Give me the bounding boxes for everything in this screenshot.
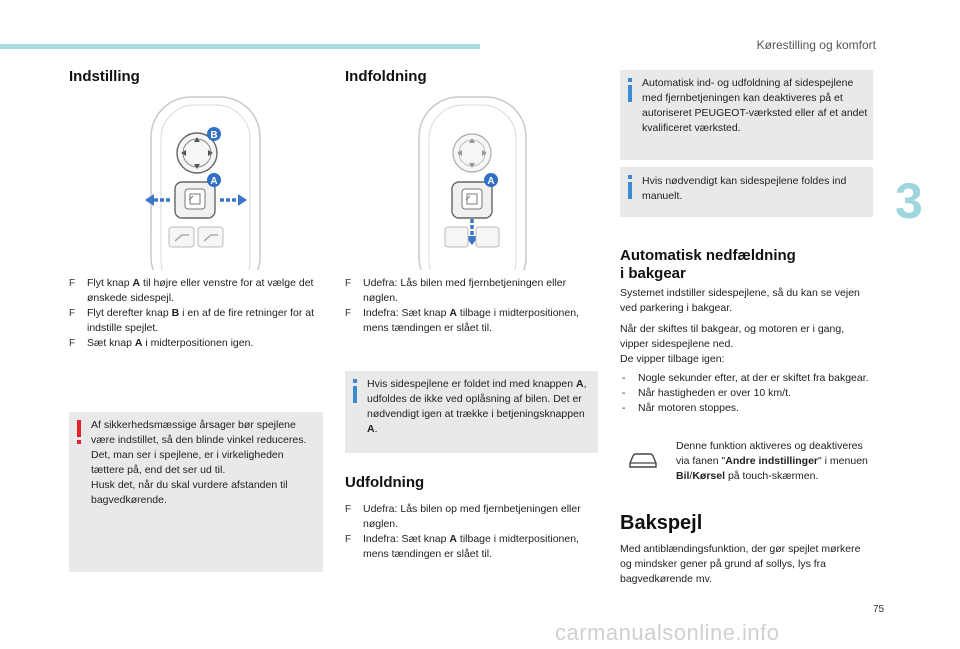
label-B: B xyxy=(210,130,218,141)
warning-text-3: Husk det, når du skal vurdere afstanden til bagvedkørende. xyxy=(91,479,288,506)
section-heading-indfoldning: Indfoldning xyxy=(345,68,427,85)
section-heading-bakspejl: Bakspejl xyxy=(620,512,703,534)
header-accent-bar xyxy=(0,44,480,49)
chapter-number: 3 xyxy=(895,173,923,229)
car-settings-note: Denne funktion aktiveres og deaktiveres via fanen "Andre indstillinger" i menuen Bil/Kørsel på touch-skærmen. xyxy=(676,440,868,482)
warning-text-2: Det, man ser i spejlene, er i virkeligheden tættere på, end det ser ud til. xyxy=(91,449,284,476)
list-item: F Flyt derefter knap B i en af de fire retninger for at indstille spejlet. xyxy=(69,307,315,334)
warning-icon xyxy=(75,420,83,451)
label-A: A xyxy=(487,176,495,187)
info-icon xyxy=(626,175,634,206)
list-item: F Sæt knap A i midterpositionen igen. xyxy=(69,337,254,349)
conditions-list xyxy=(620,371,870,416)
adjust-instructions xyxy=(69,276,324,351)
unfold-instructions xyxy=(345,502,600,562)
paragraph: Med antiblændingsfunktion, der gør spejlet mørkere og mindsker gener på grund af sollys, lys fra bagvedkørende mv. xyxy=(620,543,861,585)
section-heading-udfoldning: Udfoldning xyxy=(345,474,425,491)
list-item: - Nogle sekunder efter, at der er skiftet fra bakgear. xyxy=(622,372,869,384)
page-number: 75 xyxy=(873,604,885,615)
list-item: - Når hastigheden er over 10 km/t. xyxy=(622,387,791,399)
list-item: F Indefra: Sæt knap A tilbage i midterpositionen, mens tændingen er slået til. xyxy=(345,533,579,560)
info-note-manual xyxy=(620,167,873,217)
info-note-fold: Hvis sidespejlene er foldet ind med knappen A, udfoldes de ikke ved oplåsning af bilen. Det er nødvendigt igen at trække i betjeningsknappen A. xyxy=(345,371,598,453)
list-item: F Flyt knap A til højre eller venstre for at vælge det ønskede sidespejl. xyxy=(69,277,314,304)
info-note-auto xyxy=(620,70,873,160)
fold-instructions xyxy=(345,276,600,336)
car-icon xyxy=(627,450,659,475)
running-header: Kørestilling og komfort xyxy=(756,38,876,52)
section-heading-indstilling: Indstilling xyxy=(69,68,140,85)
list-item: F Indefra: Sæt knap A tilbage i midterpositionen, mens tændingen er slået til. xyxy=(345,307,579,334)
mirror-control-figure-adjust xyxy=(143,95,268,275)
info-icon xyxy=(351,379,359,410)
warning-note xyxy=(69,412,323,572)
info-icon xyxy=(626,78,634,109)
section-heading-automatisk: Automatisk nedfældning i bakgear xyxy=(620,247,796,282)
info-text: Hvis nødvendigt kan sidespejlene foldes ind manuelt. xyxy=(642,175,847,202)
warning-text-1: Af sikkerhedsmæssige årsager bør spejlene være indstillet, så den blinde vinkel reduceres. xyxy=(91,419,307,446)
label-A: A xyxy=(210,176,218,187)
list-item: - Når motoren stoppes. xyxy=(622,402,739,414)
paragraph: Når der skiftes til bakgear, og motoren er i gang, vipper sidespejlene ned. De vipper tilbage igen: xyxy=(620,323,845,365)
watermark: carmanualsonline.info xyxy=(555,620,780,645)
list-item: F Udefra: Lås bilen med fjernbetjeningen eller nøglen. xyxy=(345,277,567,304)
paragraph: Systemet indstiller sidespejlene, så du kan se vejen ved parkering i bakgear. xyxy=(620,287,860,314)
info-text: Automatisk ind- og udfoldning af sidespejlene med fjernbetjeningen kan deaktiveres på et autoriseret PEUGEOT-værksted eller af et andet kvalificeret værksted. xyxy=(642,77,868,134)
mirror-control-figure-fold xyxy=(415,95,530,275)
list-item: F Udefra: Lås bilen op med fjernbetjeningen eller nøglen. xyxy=(345,503,581,530)
